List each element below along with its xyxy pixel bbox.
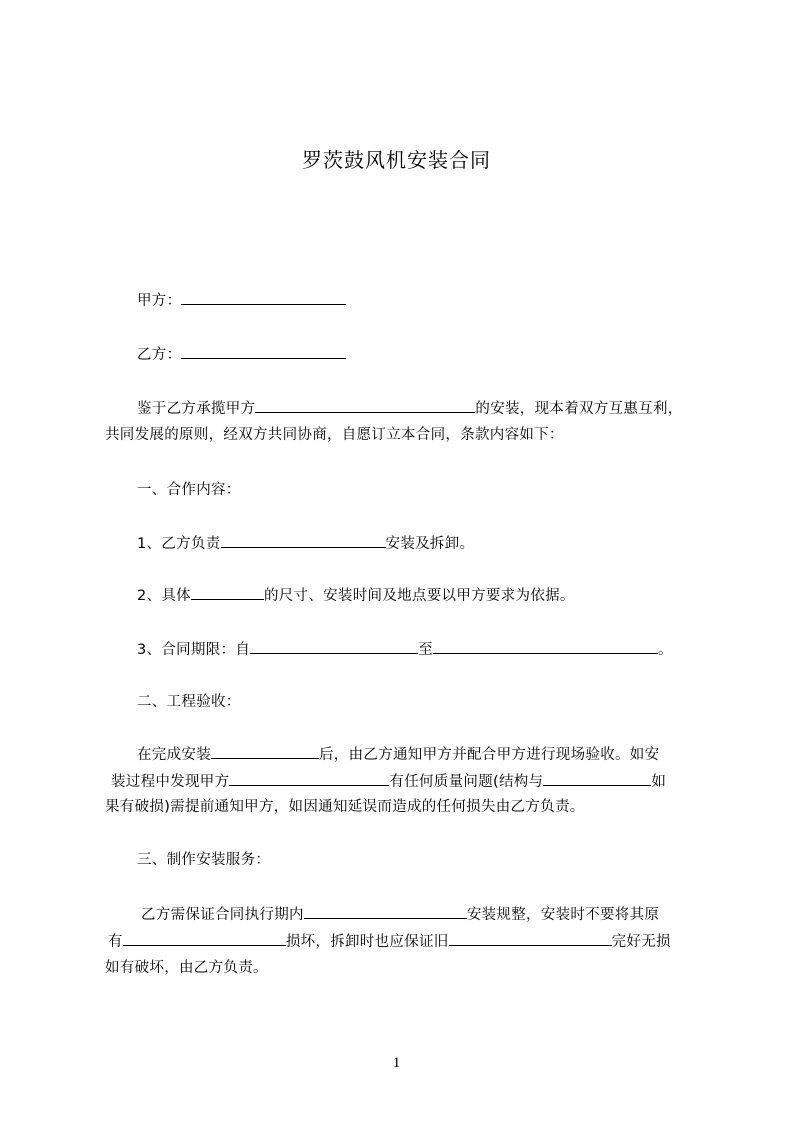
s2-line-1-text-1: 在完成安装 — [137, 747, 211, 763]
s2-line-1-text-2: 后，由乙方通知甲方并配合甲方进行现场验收。如安 — [319, 747, 660, 763]
item-3-text-2: 至 — [418, 642, 433, 658]
party-b-line — [137, 344, 737, 365]
intro-line-2: 共同发展的原则，经双方共同协商，自愿订立本合同，条款内容如下： — [105, 427, 564, 443]
party-a-label: 甲方： — [137, 293, 182, 309]
contract-end-blank[interactable] — [433, 639, 658, 654]
s3-old-blank[interactable] — [449, 931, 612, 946]
document-title: 罗茨鼓风机安装合同 — [302, 148, 491, 172]
s3-line-1-text-1: 乙方需保证合同执行期内 — [141, 907, 304, 923]
item-2-blank[interactable] — [191, 585, 264, 600]
s2-line-2-text-3: 如 — [651, 774, 667, 790]
s3-period-blank[interactable] — [304, 904, 467, 919]
item-3-text-1: 3、合同期限：自 — [137, 642, 251, 658]
intro-text-2: 的安装，现本着双方互惠互利， — [475, 401, 683, 417]
section-1-item-1 — [137, 533, 737, 554]
intro-project-blank[interactable] — [255, 398, 475, 413]
party-a-line — [137, 290, 737, 311]
s2-structure-blank[interactable] — [543, 771, 651, 786]
section-1-item-2 — [137, 585, 737, 606]
section-1-item-3 — [137, 639, 737, 660]
section-2-line-1 — [137, 744, 737, 765]
section-3-line-3: 如有破坏，由乙方负责。 — [105, 960, 268, 976]
party-a-blank[interactable] — [181, 290, 346, 305]
section-2-line-3: 果有破损)需提前通知甲方，如因通知延误而造成的任何损失由乙方负责。 — [105, 799, 585, 815]
s3-line-2-text-1: 有 — [108, 934, 123, 950]
s2-install-blank[interactable] — [211, 744, 319, 759]
section-2-line-2 — [111, 771, 711, 792]
section-1-heading: 一、合作内容： — [137, 482, 241, 498]
s2-line-2-text-1: 装过程中发现甲方 — [111, 774, 230, 790]
s3-line-1-text-2: 安装规整，安装时不要将其原 — [466, 907, 660, 923]
s3-original-blank[interactable] — [123, 931, 286, 946]
section-3-heading: 三、制作安装服务： — [137, 852, 271, 868]
s3-line-2-text-2: 损坏，拆卸时也应保证旧 — [285, 934, 449, 950]
section-3-line-2 — [108, 931, 708, 952]
item-2-text-1: 2、具体 — [137, 588, 191, 604]
party-b-label: 乙方： — [137, 347, 182, 363]
intro-text-1: 鉴于乙方承揽甲方 — [137, 401, 256, 417]
item-1-text-1: 1、乙方负责 — [137, 536, 221, 552]
s3-line-2-text-3: 完好无损 — [611, 934, 671, 950]
item-3-text-3: 。 — [657, 642, 673, 658]
s2-line-2-text-2: 有任何质量问题(结构与 — [389, 774, 544, 790]
contract-start-blank[interactable] — [250, 639, 418, 654]
page-number: 1 — [392, 1055, 401, 1071]
item-1-blank[interactable] — [221, 533, 386, 548]
party-b-blank[interactable] — [181, 344, 346, 359]
section-2-heading: 二、工程验收： — [137, 694, 241, 710]
s2-party-a-blank[interactable] — [229, 771, 389, 786]
section-3-line-1 — [141, 904, 741, 925]
item-2-text-2: 的尺寸、安装时间及地点要以甲方要求为依据。 — [263, 588, 575, 604]
item-1-text-2: 安装及拆卸。 — [385, 536, 475, 552]
intro-line-1 — [137, 398, 737, 419]
